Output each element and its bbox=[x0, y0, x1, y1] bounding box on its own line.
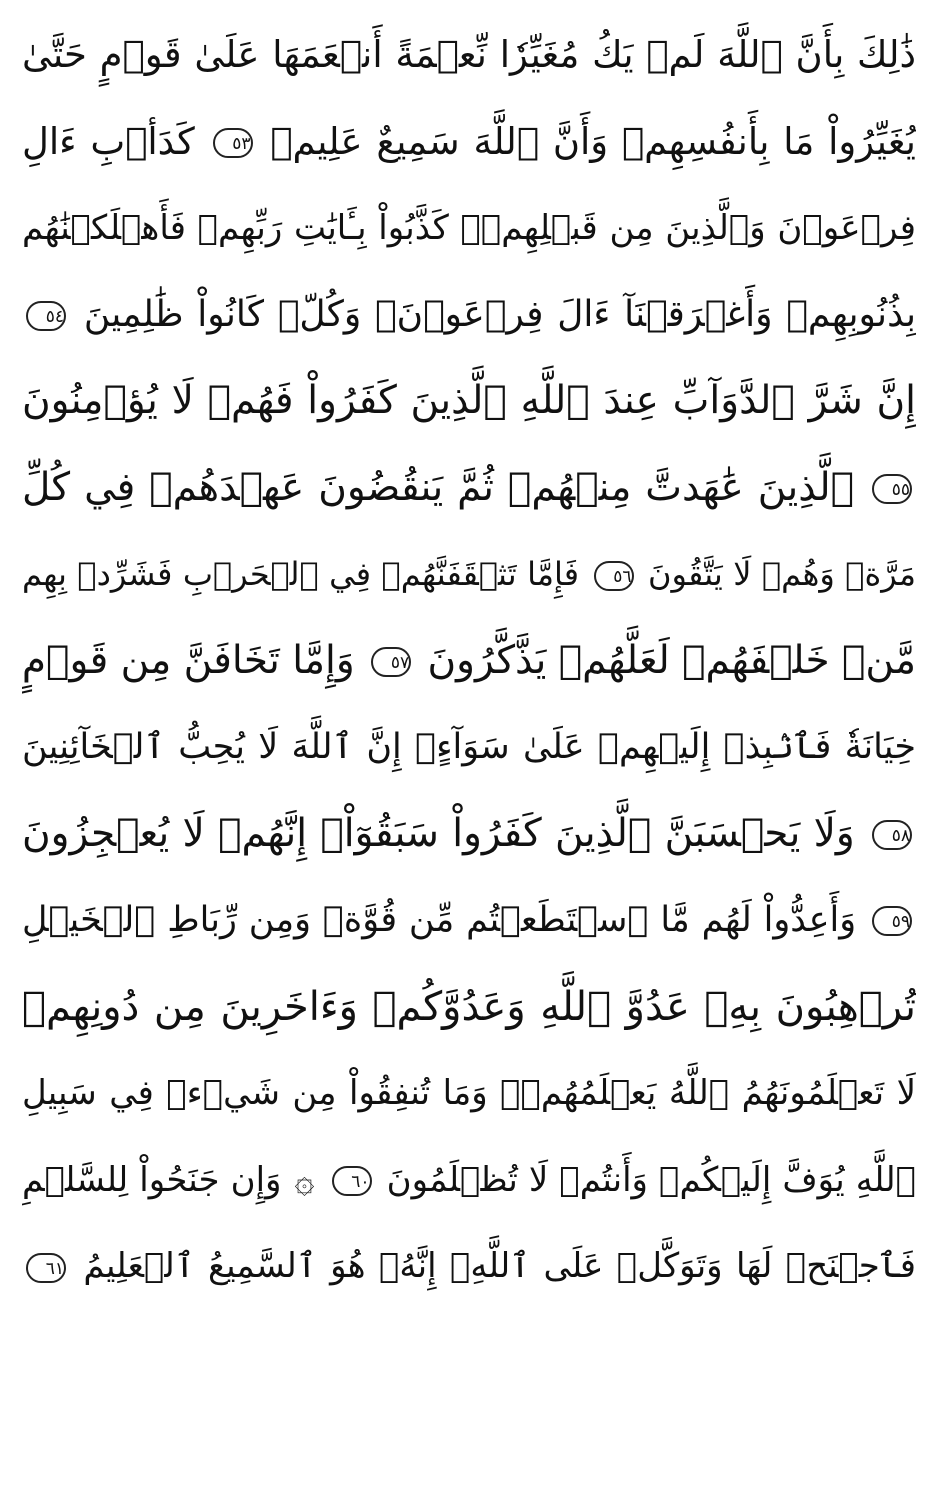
verse-text: كَدَأۡبِ ءَالِ bbox=[22, 119, 195, 163]
text-line bbox=[22, 12, 916, 99]
verse-text: فَٱجۡنَحۡ لَهَا وَتَوَكَّلۡ عَلَى ٱللَّهِۚ إِنَّهُۥ هُوَ ٱلسَّمِيعُ ٱلۡعَلِيمُ bbox=[83, 1246, 916, 1286]
verse-text: وَإِن جَنَحُواْ لِلسَّلۡمِ bbox=[22, 1159, 282, 1200]
text-line bbox=[22, 704, 916, 791]
text-line bbox=[22, 185, 916, 272]
text-line bbox=[22, 964, 916, 1051]
text-line bbox=[22, 445, 916, 532]
verse-text: بِذُنُوبِهِمۡ وَأَغۡرَقۡنَآ ءَالَ فِرۡعَوۡنَۚ وَكُلّٞ كَانُواْ ظَٰلِمِينَ bbox=[83, 293, 916, 335]
ayah-number-marker: ٥٧ bbox=[371, 647, 411, 677]
text-line bbox=[22, 877, 916, 964]
verse-text: ٱللَّهِ يُوَفَّ إِلَيۡكُمۡ وَأَنتُمۡ لَا تُظۡلَمُونَ bbox=[386, 1159, 916, 1200]
verse-text: ذَٰلِكَ بِأَنَّ ٱللَّهَ لَمۡ يَكُ مُغَيِّرٗا نِّعۡمَةً أَنۡعَمَهَا عَلَىٰ قَوۡمٍ حَتَّىٰ bbox=[22, 33, 916, 76]
verse-text: فِرۡعَوۡنَ وَٱلَّذِينَ مِن قَبۡلِهِمۡۚ كَذَّبُواْ بِـَٔايَٰتِ رَبِّهِمۡ فَأَهۡلَكۡنَٰهُم bbox=[22, 208, 916, 248]
verse-text: خِيَانَةٗ فَٱنۢبِذۡ إِلَيۡهِمۡ عَلَىٰ سَوَآءٍۚ إِنَّ ٱللَّهَ لَا يُحِبُّ ٱلۡخَآئِنِينَ bbox=[22, 727, 916, 767]
ayah-number-marker: ٥٥ bbox=[872, 474, 912, 504]
verse-text: يُغَيِّرُواْ مَا بِأَنفُسِهِمۡ وَأَنَّ ٱللَّهَ سَمِيعٌ عَلِيمٞ bbox=[270, 119, 916, 163]
text-line bbox=[22, 1137, 916, 1224]
ayah-number-marker: ٥٤ bbox=[26, 301, 66, 331]
ayah-number-marker: ٦٠ bbox=[332, 1166, 372, 1196]
text-line bbox=[22, 791, 916, 878]
ayah-number-marker: ٥٦ bbox=[594, 561, 634, 591]
verse-text: وَلَا يَحۡسَبَنَّ ٱلَّذِينَ كَفَرُواْ سَبَقُوٓاْۚ إِنَّهُمۡ لَا يُعۡجِزُونَ bbox=[22, 810, 855, 856]
verse-text: لَا تَعۡلَمُونَهُمُ ٱللَّهُ يَعۡلَمُهُمۡۚ وَمَا تُنفِقُواْ مِن شَيۡءٖ فِي سَبِيلِ bbox=[22, 1073, 916, 1113]
text-line bbox=[22, 272, 916, 359]
verse-text: إِنَّ شَرَّ ٱلدَّوَآبِّ عِندَ ٱللَّهِ ٱلَّذِينَ كَفَرُواْ فَهُمۡ لَا يُؤۡمِنُونَ bbox=[22, 378, 916, 423]
verse-text: مَّنۡ خَلۡفَهُمۡ لَعَلَّهُمۡ يَذَّكَّرُونَ bbox=[427, 637, 916, 683]
text-line bbox=[22, 1050, 916, 1137]
rub-el-hizb-icon: ۞ bbox=[294, 1160, 315, 1201]
verse-text: فَإِمَّا تَثۡقَفَنَّهُمۡ فِي ٱلۡحَرۡبِ فَشَرِّدۡ بِهِم bbox=[22, 555, 580, 593]
text-line bbox=[22, 1223, 916, 1310]
ayah-number-marker: ٥٨ bbox=[872, 820, 912, 850]
ayah-number-marker: ٥٣ bbox=[213, 128, 253, 158]
verse-text: مَرَّةٖ وَهُمۡ لَا يَتَّقُونَ bbox=[648, 555, 916, 593]
text-line bbox=[22, 99, 916, 186]
text-line bbox=[22, 531, 916, 618]
text-line bbox=[22, 618, 916, 705]
verse-text: ٱلَّذِينَ عَٰهَدتَّ مِنۡهُمۡ ثُمَّ يَنقُضُونَ عَهۡدَهُمۡ فِي كُلِّ bbox=[22, 464, 855, 510]
verse-text: وَإِمَّا تَخَافَنَّ مِن قَوۡمٍ bbox=[22, 637, 355, 683]
text-line bbox=[22, 358, 916, 445]
verse-text: تُرۡهِبُونَ بِهِۦ عَدُوَّ ٱللَّهِ وَعَدُوَّكُمۡ وَءَاخَرِينَ مِن دُونِهِمۡ bbox=[22, 983, 916, 1030]
ayah-number-marker: ٦١ bbox=[26, 1253, 66, 1283]
verse-text: وَأَعِدُّواْ لَهُم مَّا ٱسۡتَطَعۡتُم مِّن قُوَّةٖ وَمِن رِّبَاطِ ٱلۡخَيۡلِ bbox=[22, 900, 857, 940]
ayah-number-marker: ٥٩ bbox=[872, 906, 912, 936]
